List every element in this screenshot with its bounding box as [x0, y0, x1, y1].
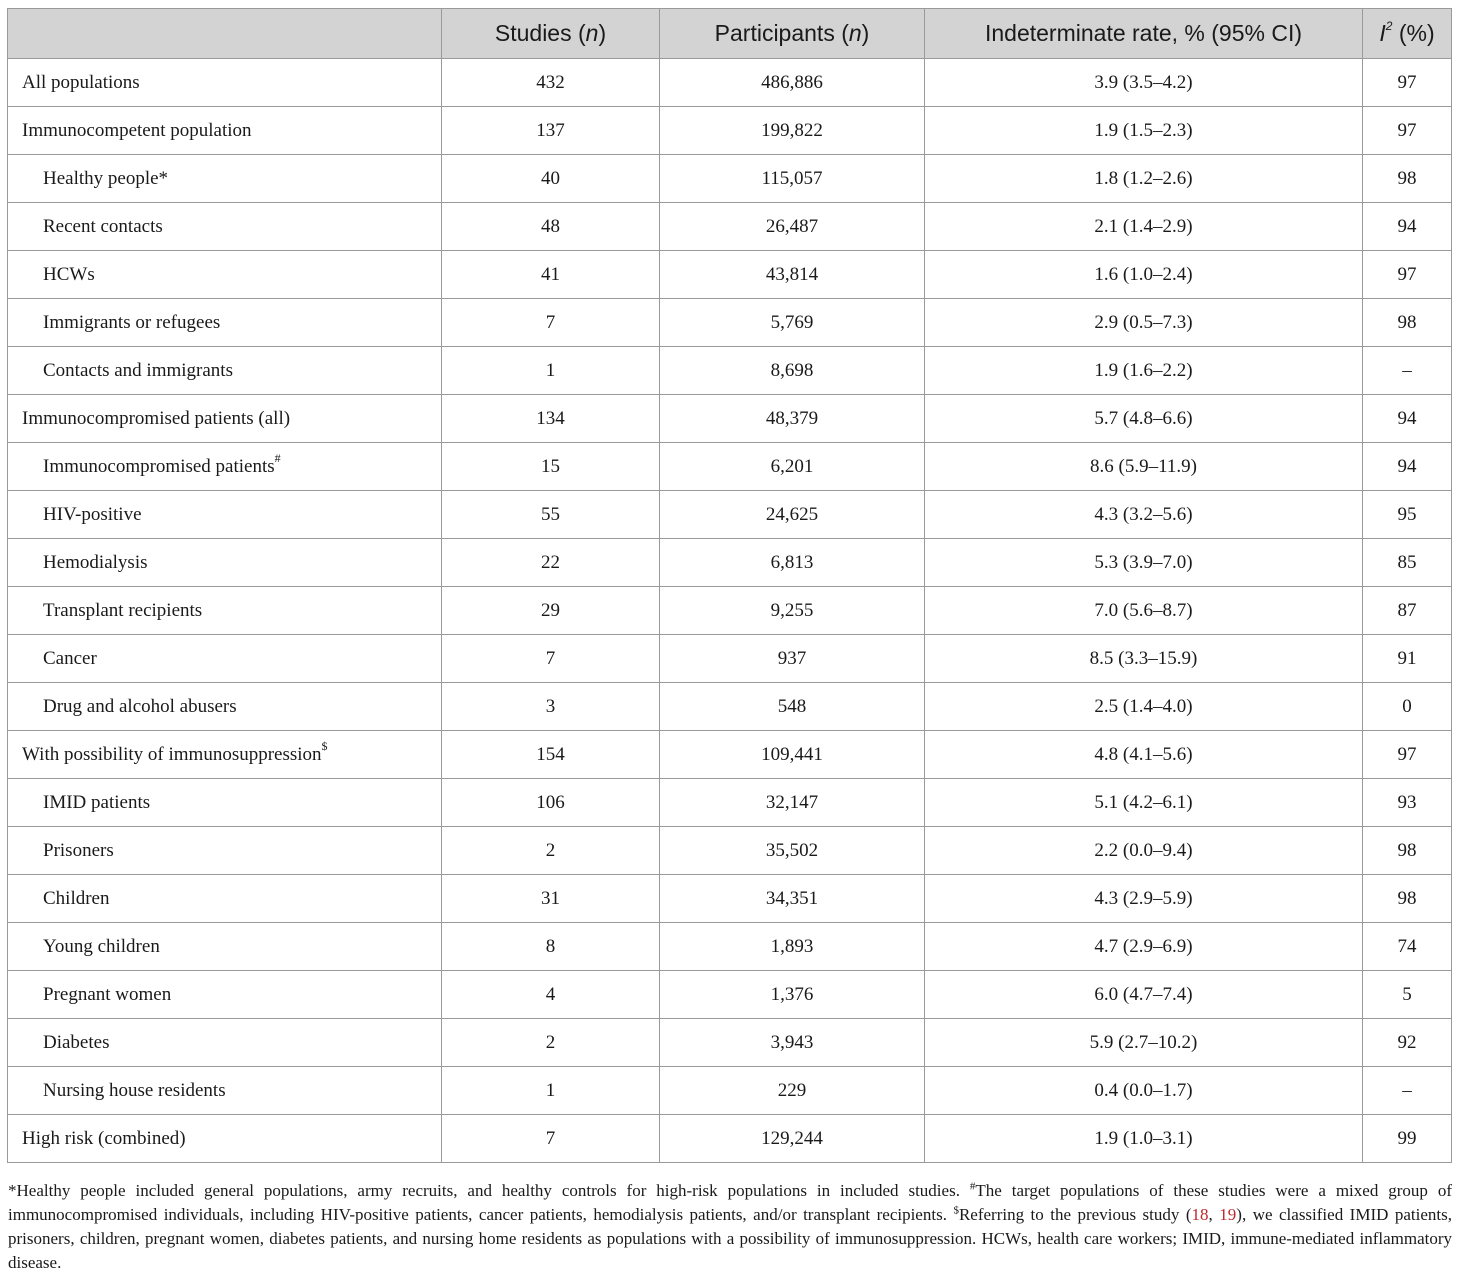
cell-population: Immunocompromised patients (all): [8, 395, 442, 443]
cell-population: Immigrants or refugees: [8, 299, 442, 347]
cell-participants: 199,822: [660, 107, 925, 155]
cell-i2: 87: [1363, 587, 1452, 635]
cell-i2: 91: [1363, 635, 1452, 683]
cell-population: HIV-positive: [8, 491, 442, 539]
cell-participants: 486,886: [660, 59, 925, 107]
cell-i2: 94: [1363, 203, 1452, 251]
cell-population: Transplant recipients: [8, 587, 442, 635]
table-row: [8, 155, 1452, 203]
table-row: [8, 251, 1452, 299]
cell-studies: 3: [442, 683, 660, 731]
cell-population: Pregnant women: [8, 971, 442, 1019]
cell-population: Young children: [8, 923, 442, 971]
cell-population: Cancer: [8, 635, 442, 683]
table-row: [8, 587, 1452, 635]
cell-studies: 7: [442, 635, 660, 683]
table-row: [8, 1115, 1452, 1163]
cell-rate: 4.3 (2.9–5.9): [925, 875, 1363, 923]
cell-i2: 92: [1363, 1019, 1452, 1067]
cell-rate: 2.1 (1.4–2.9): [925, 203, 1363, 251]
table-row: [8, 203, 1452, 251]
cell-rate: 4.7 (2.9–6.9): [925, 923, 1363, 971]
cell-i2: 95: [1363, 491, 1452, 539]
table-row: [8, 1067, 1452, 1115]
cell-studies: 31: [442, 875, 660, 923]
cell-i2: 94: [1363, 443, 1452, 491]
table-header-row: [8, 9, 1452, 59]
cell-i2: 99: [1363, 1115, 1452, 1163]
cell-rate: 4.3 (3.2–5.6): [925, 491, 1363, 539]
cell-studies: 106: [442, 779, 660, 827]
cell-population: With possibility of immunosuppression$: [8, 731, 442, 779]
cell-i2: 97: [1363, 59, 1452, 107]
table-row: [8, 299, 1452, 347]
cell-i2: –: [1363, 347, 1452, 395]
cell-studies: 22: [442, 539, 660, 587]
cell-participants: 937: [660, 635, 925, 683]
cell-studies: 1: [442, 1067, 660, 1115]
table-row: [8, 443, 1452, 491]
results-table-container: [7, 8, 1451, 1163]
cell-population: IMID patients: [8, 779, 442, 827]
cell-studies: 154: [442, 731, 660, 779]
cell-participants: 129,244: [660, 1115, 925, 1163]
cell-participants: 3,943: [660, 1019, 925, 1067]
footnote-marker: #: [274, 451, 281, 466]
cell-population: Healthy people*: [8, 155, 442, 203]
cell-participants: 6,813: [660, 539, 925, 587]
cell-participants: 24,625: [660, 491, 925, 539]
cell-studies: 8: [442, 923, 660, 971]
table-row: [8, 635, 1452, 683]
header-studies: Studies (n): [442, 9, 660, 59]
cell-population: All populations: [8, 59, 442, 107]
cell-population: Children: [8, 875, 442, 923]
cell-rate: 2.2 (0.0–9.4): [925, 827, 1363, 875]
cell-studies: 134: [442, 395, 660, 443]
table-row: [8, 59, 1452, 107]
cell-studies: 2: [442, 827, 660, 875]
cell-rate: 5.9 (2.7–10.2): [925, 1019, 1363, 1067]
cell-studies: 40: [442, 155, 660, 203]
cell-participants: 548: [660, 683, 925, 731]
cell-participants: 115,057: [660, 155, 925, 203]
indeterminate-rate-table: [7, 8, 1452, 1163]
cell-studies: 55: [442, 491, 660, 539]
header-participants: Participants (n): [660, 9, 925, 59]
cell-population: Immunocompetent population: [8, 107, 442, 155]
cell-studies: 137: [442, 107, 660, 155]
cell-participants: 5,769: [660, 299, 925, 347]
reference-link-19[interactable]: 19: [1219, 1205, 1237, 1224]
cell-participants: 9,255: [660, 587, 925, 635]
cell-studies: 48: [442, 203, 660, 251]
cell-participants: 229: [660, 1067, 925, 1115]
table-row: [8, 491, 1452, 539]
cell-rate: 0.4 (0.0–1.7): [925, 1067, 1363, 1115]
table-row: [8, 923, 1452, 971]
cell-rate: 1.9 (1.5–2.3): [925, 107, 1363, 155]
cell-participants: 6,201: [660, 443, 925, 491]
table-row: [8, 395, 1452, 443]
cell-rate: 1.6 (1.0–2.4): [925, 251, 1363, 299]
table-row: [8, 875, 1452, 923]
cell-population: HCWs: [8, 251, 442, 299]
cell-population: High risk (combined): [8, 1115, 442, 1163]
cell-i2: 98: [1363, 875, 1452, 923]
cell-rate: 3.9 (3.5–4.2): [925, 59, 1363, 107]
cell-i2: 98: [1363, 827, 1452, 875]
cell-rate: 7.0 (5.6–8.7): [925, 587, 1363, 635]
cell-participants: 1,893: [660, 923, 925, 971]
cell-i2: 97: [1363, 251, 1452, 299]
cell-studies: 15: [442, 443, 660, 491]
cell-i2: 98: [1363, 299, 1452, 347]
cell-studies: 1: [442, 347, 660, 395]
cell-rate: 1.9 (1.6–2.2): [925, 347, 1363, 395]
cell-population: Hemodialysis: [8, 539, 442, 587]
cell-participants: 32,147: [660, 779, 925, 827]
cell-i2: 97: [1363, 107, 1452, 155]
table-row: [8, 971, 1452, 1019]
cell-population: Nursing house residents: [8, 1067, 442, 1115]
table-row: [8, 107, 1452, 155]
table-row: [8, 683, 1452, 731]
cell-participants: 43,814: [660, 251, 925, 299]
table-row: [8, 347, 1452, 395]
table-row: [8, 731, 1452, 779]
cell-i2: 74: [1363, 923, 1452, 971]
cell-participants: 34,351: [660, 875, 925, 923]
cell-rate: 2.5 (1.4–4.0): [925, 683, 1363, 731]
cell-population: Contacts and immigrants: [8, 347, 442, 395]
header-indeterminate-rate: Indeterminate rate, % (95% CI): [925, 9, 1363, 59]
cell-i2: 94: [1363, 395, 1452, 443]
cell-i2: 85: [1363, 539, 1452, 587]
cell-participants: 26,487: [660, 203, 925, 251]
cell-studies: 29: [442, 587, 660, 635]
cell-rate: 2.9 (0.5–7.3): [925, 299, 1363, 347]
cell-population: Prisoners: [8, 827, 442, 875]
cell-i2: 5: [1363, 971, 1452, 1019]
cell-rate: 5.7 (4.8–6.6): [925, 395, 1363, 443]
table-row: [8, 1019, 1452, 1067]
table-row: [8, 779, 1452, 827]
cell-i2: 0: [1363, 683, 1452, 731]
cell-population: Diabetes: [8, 1019, 442, 1067]
header-population: [8, 9, 442, 59]
cell-participants: 48,379: [660, 395, 925, 443]
cell-rate: 1.9 (1.0–3.1): [925, 1115, 1363, 1163]
cell-rate: 5.3 (3.9–7.0): [925, 539, 1363, 587]
header-i2: $I^2$ (%): [1363, 9, 1452, 59]
cell-population: Recent contacts: [8, 203, 442, 251]
cell-participants: 1,376: [660, 971, 925, 1019]
cell-population: Drug and alcohol abusers: [8, 683, 442, 731]
table-body: [8, 59, 1452, 1163]
table-row: [8, 539, 1452, 587]
cell-rate: 4.8 (4.1–5.6): [925, 731, 1363, 779]
cell-studies: 41: [442, 251, 660, 299]
cell-studies: 7: [442, 1115, 660, 1163]
cell-studies: 2: [442, 1019, 660, 1067]
cell-studies: 7: [442, 299, 660, 347]
table-row: [8, 827, 1452, 875]
cell-rate: 8.5 (3.3–15.9): [925, 635, 1363, 683]
table-footnote: *Healthy people included general populations, army recruits, and healthy controls for high-risk populations in included studies. #The target populations of these studies were a mixed group of immunocompromised individuals, including HIV-positive patients, cancer patients, hemodialysis patients, and/or transplant recipients. $Referring to the previous study (18, 19), we classified IMID patients, prisoners, children, pregnant women, diabetes patients, and nursing home residents as populations with a possibility of immunosuppression. HCWs, health care workers; IMID, immune-mediated inflammatory disease.: [8, 1180, 1453, 1272]
cell-rate: 5.1 (4.2–6.1): [925, 779, 1363, 827]
cell-participants: 35,502: [660, 827, 925, 875]
cell-rate: 1.8 (1.2–2.6): [925, 155, 1363, 203]
cell-rate: 8.6 (5.9–11.9): [925, 443, 1363, 491]
cell-i2: 93: [1363, 779, 1452, 827]
cell-rate: 6.0 (4.7–7.4): [925, 971, 1363, 1019]
cell-i2: –: [1363, 1067, 1452, 1115]
reference-link-18[interactable]: 18: [1191, 1205, 1209, 1224]
cell-participants: 109,441: [660, 731, 925, 779]
cell-participants: 8,698: [660, 347, 925, 395]
cell-population: Immunocompromised patients#: [8, 443, 442, 491]
cell-i2: 98: [1363, 155, 1452, 203]
footnote-marker: $: [321, 739, 328, 754]
cell-studies: 4: [442, 971, 660, 1019]
cell-i2: 97: [1363, 731, 1452, 779]
cell-studies: 432: [442, 59, 660, 107]
